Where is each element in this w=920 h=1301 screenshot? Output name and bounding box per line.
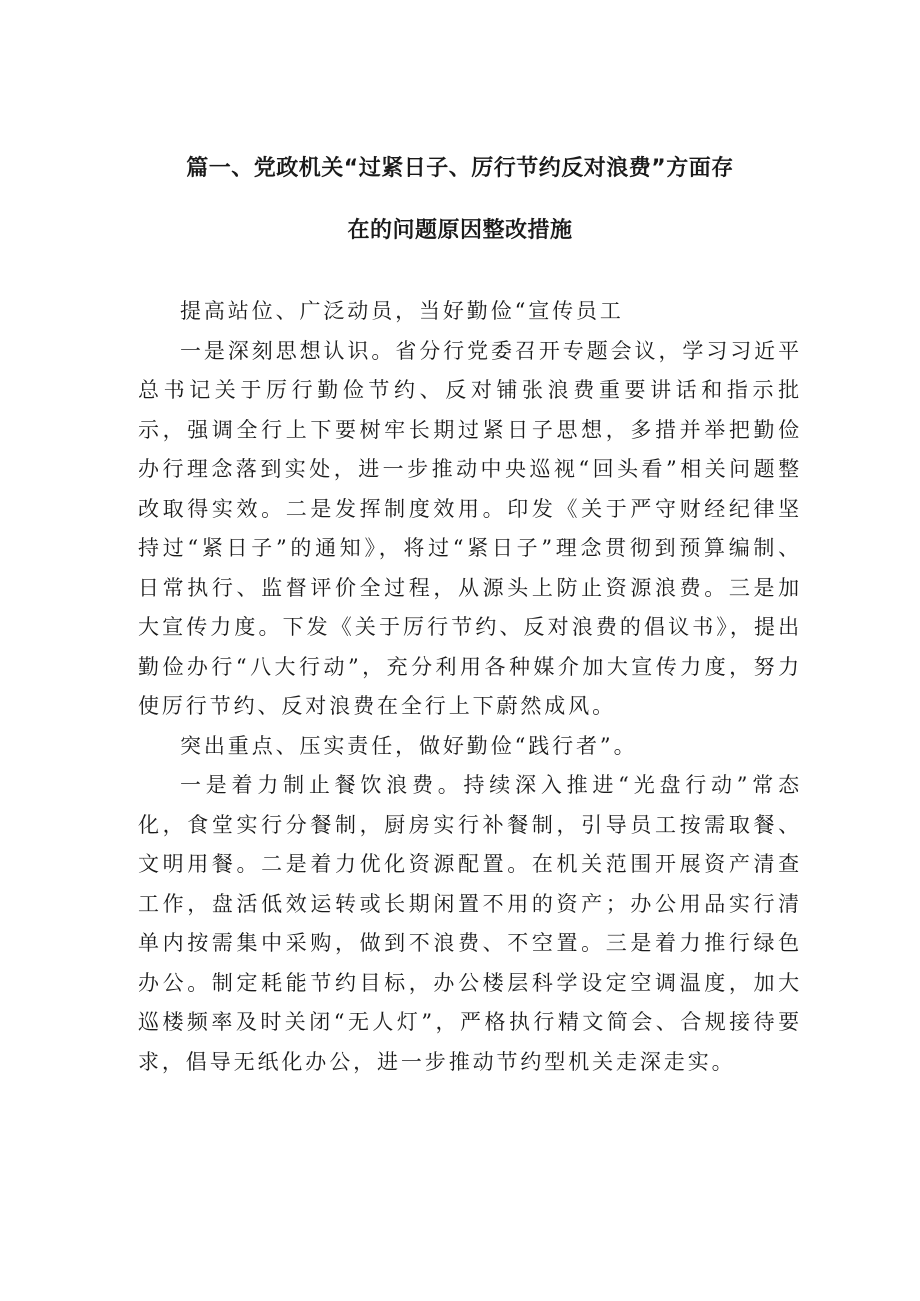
- title-line-2: 在的问题原因整改措施: [347, 218, 573, 243]
- body-paragraph-2: 一是着力制止餐饮浪费。持续深入推进“光盘行动”常态化，食堂实行分餐制，厨房实行补餐制，引导员工按需取餐、文明用餐。二是着力优化资源配置。在机关范围开展资产清查工作，盘活低效运转或长期闲置不用的资产；办公用品实行清单内按需集中采购，做到不浪费、不空置。三是着力推行绿色办公。制定耗能节约目标，办公楼层科学设定空调温度，加大巡楼频率及时关闭“无人灯”，严格执行精文简会、合规接待要求，倡导无纸化办公，进一步推动节约型机关走深走实。: [138, 773, 802, 1074]
- section-heading-1: 提高站位、广泛动员，当好勤俭“宣传员工: [180, 299, 624, 323]
- document-body: [138, 292, 802, 1082]
- title-line-1: 篇一、党政机关“过紧日子、厉行节约反对浪费”方面存: [186, 156, 734, 181]
- document-title: [138, 138, 782, 262]
- body-paragraph-1: 一是深刻思想认识。省分行党委召开专题会议，学习习近平总书记关于厉行勤俭节约、反对铺张浪费重要讲话和指示批示，强调全行上下要树牢长期过紧日子思想，多措并举把勤俭办行理念落到实处，进一步推动中央巡视“回头看”相关问题整改取得实效。二是发挥制度效用。印发《关于严守财经纪律坚持过“紧日子”的通知》，将过“紧日子”理念贯彻到预算编制、日常执行、监督评价全过程，从源头上防止资源浪费。三是加大宣传力度。下发《关于厉行节约、反对浪费的倡议书》，提出勤俭办行“八大行动”，充分利用各种媒介加大宣传力度，努力使厉行节约、反对浪费在全行上下蔚然成风。: [138, 338, 802, 718]
- section-heading-2: 突出重点、压实责任，做好勤俭“践行者”。: [180, 733, 638, 758]
